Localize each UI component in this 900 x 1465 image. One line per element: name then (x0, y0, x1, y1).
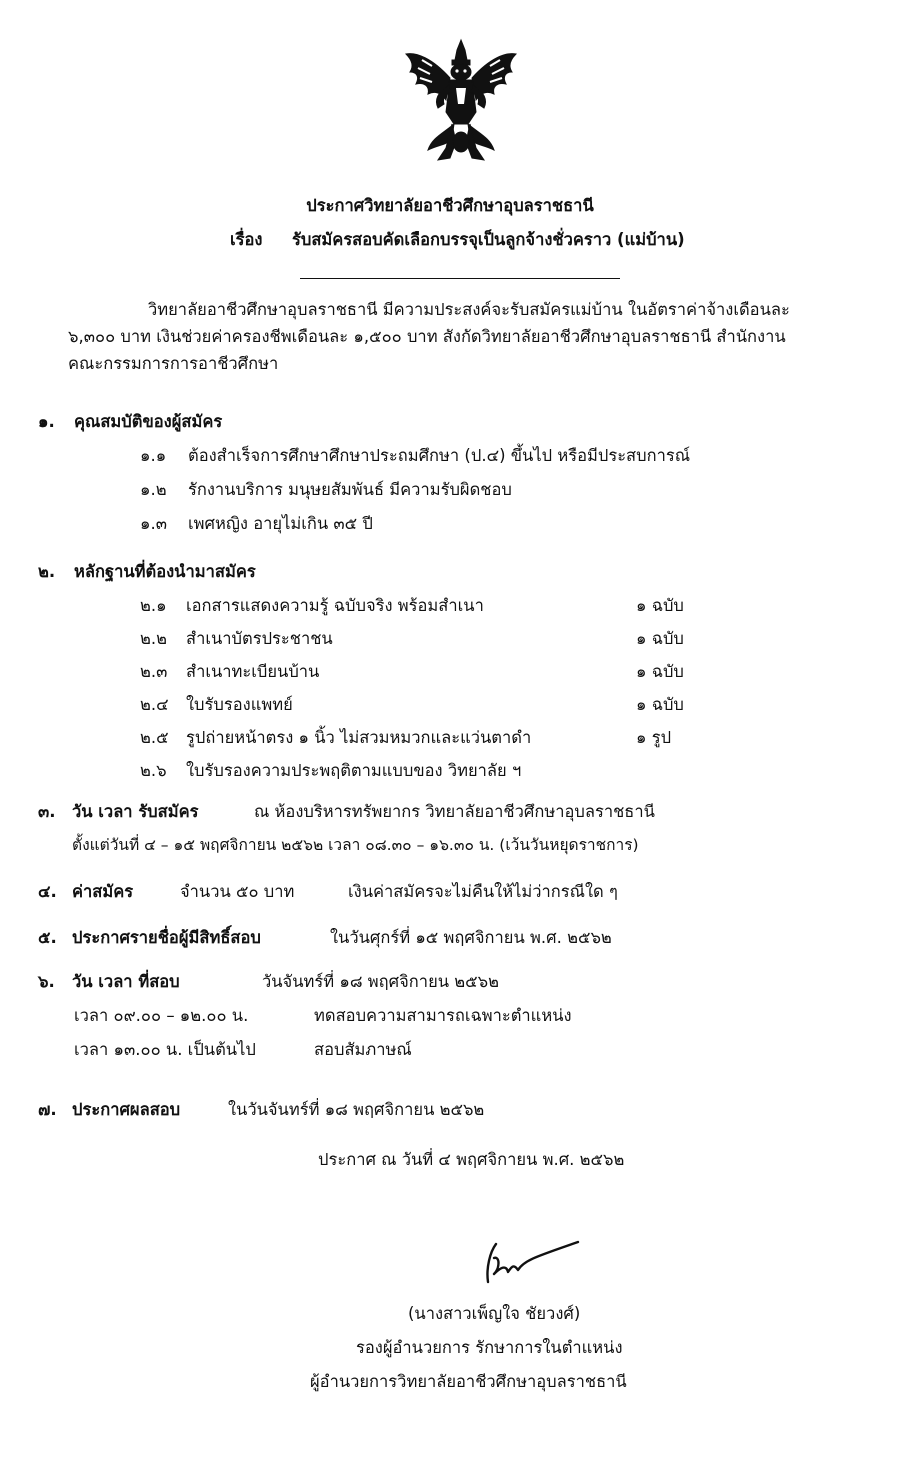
result-date: ในวันจันทร์ที่ ๑๘ พฤศจิกายน ๒๕๖๒ (228, 1100, 485, 1119)
subject-text: รับสมัครสอบคัดเลือกบรรจุเป็นลูกจ้างชั่วคราว (แม่บ้าน) (292, 230, 685, 249)
signer-position: รองผู้อำนวยการ รักษาการในตำแหน่ง (356, 1338, 623, 1357)
section-number: ๔. (38, 882, 57, 901)
section-heading: ค่าสมัคร (72, 882, 134, 901)
exam-date: วันจันทร์ที่ ๑๘ พฤศจิกายน ๒๕๖๒ (262, 972, 499, 991)
application-place: ณ ห้องบริหารทรัพยากร วิทยาลัยอาชีวศึกษาอุบลราชธานี (254, 802, 655, 821)
item-quantity: ๑ ฉบับ (636, 596, 684, 615)
section-heading: ประกาศผลสอบ (72, 1100, 181, 1119)
item-text: เพศหญิง อายุไม่เกิน ๓๕ ปี (188, 514, 373, 533)
intro-line: วิทยาลัยอาชีวศึกษาอุบลราชธานี มีความประสงค์จะรับสมัครแม่บ้าน ในอัตราค่าจ้างเดือนละ (148, 300, 790, 319)
section-heading: ประกาศรายชื่อผู้มีสิทธิ์สอบ (72, 928, 261, 947)
section-heading: หลักฐานที่ต้องนำมาสมัคร (74, 562, 256, 581)
intro-paragraph (68, 300, 900, 381)
item-number: ๑.๓ (140, 514, 167, 533)
subject-label: เรื่อง (230, 230, 263, 249)
item-quantity: ๑ ฉบับ (636, 695, 684, 714)
section-number: ๖. (38, 972, 55, 991)
intro-line: ๖,๓๐๐ บาท เงินช่วยค่าครองชีพเดือนละ ๑,๕๐๐ บาท สังกัดวิทยาลัยอาชีวศึกษาอุบลราชธานี สำนักงาน (68, 327, 786, 346)
announcement-date: ประกาศ ณ วันที่ ๔ พฤศจิกายน พ.ศ. ๒๕๖๒ (318, 1150, 625, 1169)
section-number: ๓. (38, 802, 56, 821)
item-number: ๒.๓ (140, 662, 168, 681)
handwritten-signature-icon (478, 1238, 582, 1288)
item-text: รูปถ่ายหน้าตรง ๑ นิ้ว ไม่สวมหมวกและแว่นตาดำ (186, 728, 532, 747)
item-text: เอกสารแสดงความรู้ ฉบับจริง พร้อมสำเนา (186, 596, 484, 615)
item-text: ใบรับรองแพทย์ (186, 695, 293, 714)
intro-line: คณะกรรมการการอาชีวศึกษา (68, 354, 279, 373)
item-number: ๑.๑ (140, 446, 167, 465)
item-text: ต้องสำเร็จการศึกษาศึกษาประถมศึกษา (ป.๔) ขึ้นไป หรือมีประสบการณ์ (188, 446, 691, 465)
item-text: สำเนาบัตรประชาชน (186, 629, 333, 648)
item-quantity: ๑ รูป (636, 728, 672, 747)
item-text: รักงานบริการ มนุษยสัมพันธ์ มีความรับผิดชอบ (188, 480, 512, 499)
fee-note: เงินค่าสมัครจะไม่คืนให้ไม่ว่ากรณีใด ๆ (348, 882, 618, 901)
item-text: สำเนาทะเบียนบ้าน (186, 662, 320, 681)
item-number: ๒.๕ (140, 728, 169, 747)
section-number: ๕. (38, 928, 57, 947)
announcement-title: ประกาศวิทยาลัยอาชีวศึกษาอุบลราชธานี (306, 196, 594, 215)
section-heading: คุณสมบัติของผู้สมัคร (74, 412, 223, 431)
signer-name: (นางสาวเพ็ญใจ ชัยวงศ์) (408, 1304, 581, 1323)
exam-time: เวลา ๐๙.๐๐ – ๑๒.๐๐ น. (74, 1006, 249, 1025)
item-number: ๒.๑ (140, 596, 167, 615)
item-number: ๒.๖ (140, 761, 167, 780)
title-divider (300, 278, 620, 279)
section-number: ๑. (38, 412, 55, 431)
exam-time: เวลา ๑๓.๐๐ น. เป็นต้นไป (74, 1040, 256, 1059)
exam-activity: สอบสัมภาษณ์ (314, 1040, 412, 1059)
item-text: ใบรับรองความประพฤติตามแบบของ วิทยาลัย ฯ (186, 761, 522, 780)
section-number: ๒. (38, 562, 56, 581)
section-heading: วัน เวลา รับสมัคร (72, 802, 199, 821)
exam-activity: ทดสอบความสามารถเฉพาะตำแหน่ง (314, 1006, 572, 1025)
application-dates: ตั้งแต่วันที่ ๔ – ๑๕ พฤศจิกายน ๒๕๖๒ เวลา ๐๘.๓๐ – ๑๖.๓๐ น. (เว้นวันหยุดราชการ) (72, 836, 639, 854)
item-quantity: ๑ ฉบับ (636, 629, 684, 648)
section-number: ๗. (38, 1100, 57, 1119)
item-quantity: ๑ ฉบับ (636, 662, 684, 681)
signer-position: ผู้อำนวยการวิทยาลัยอาชีวศึกษาอุบลราชธานี (310, 1372, 627, 1391)
item-number: ๒.๒ (140, 629, 167, 648)
eligible-list-date: ในวันศุกร์ที่ ๑๕ พฤศจิกายน พ.ศ. ๒๕๖๒ (330, 928, 612, 947)
section-heading: วัน เวลา ที่สอบ (72, 972, 180, 991)
item-number: ๑.๒ (140, 480, 167, 499)
garuda-emblem-icon (402, 38, 520, 168)
fee-amount: จำนวน ๕๐ บาท (180, 882, 295, 901)
item-number: ๒.๔ (140, 695, 169, 714)
